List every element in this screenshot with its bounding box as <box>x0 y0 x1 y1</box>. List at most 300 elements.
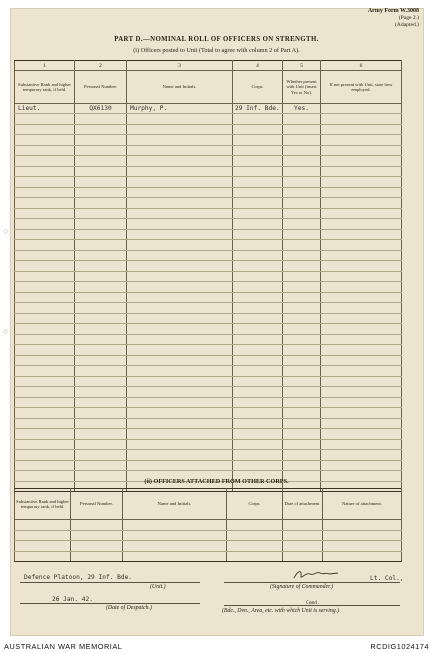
table-cell <box>75 324 127 335</box>
table-cell <box>233 334 283 345</box>
table-row <box>15 250 402 261</box>
table-cell <box>233 387 283 398</box>
table-row <box>15 397 402 408</box>
date-line <box>20 603 200 604</box>
table-cell <box>283 345 321 356</box>
table-cell <box>323 541 402 552</box>
bde-label: (Bde., Dvn., Area, etc. with which Unit is serving.) <box>222 608 340 614</box>
table-cell <box>75 240 127 251</box>
table-cell <box>75 124 127 135</box>
table-cell <box>321 334 402 345</box>
table-row <box>15 282 402 293</box>
table-cell <box>127 219 233 230</box>
table-cell <box>75 177 127 188</box>
table-cell <box>127 145 233 156</box>
table-cell <box>75 145 127 156</box>
signature-mark <box>292 568 340 582</box>
table-cell <box>233 250 283 261</box>
table-cell <box>75 271 127 282</box>
table-cell <box>321 156 402 167</box>
table-cell <box>15 520 71 531</box>
table-row <box>15 324 402 335</box>
table-cell <box>15 261 75 272</box>
table-cell <box>127 313 233 324</box>
table-cell <box>71 541 123 552</box>
table-cell <box>321 135 402 146</box>
form-identifier <box>368 8 419 29</box>
table-cell <box>75 408 127 419</box>
table-cell <box>75 429 127 440</box>
table-cell <box>283 156 321 167</box>
table-cell <box>283 530 323 541</box>
cell-personal-number: QX6130 <box>75 104 127 114</box>
table-row <box>15 187 402 198</box>
date-value: 26 Jan. 42. <box>52 596 93 603</box>
table-cell <box>127 418 233 429</box>
table-cell <box>321 303 402 314</box>
table-cell <box>283 541 323 552</box>
table-cell <box>127 261 233 272</box>
table-row <box>15 104 402 114</box>
table-cell <box>233 418 283 429</box>
table-cell <box>283 124 321 135</box>
table-cell <box>233 366 283 377</box>
table-cell <box>323 530 402 541</box>
table-cell <box>321 261 402 272</box>
form-adapted-note: (Adapted.) <box>394 22 419 28</box>
table-row <box>15 376 402 387</box>
archive-name: AUSTRALIAN WAR MEMORIAL <box>4 642 123 651</box>
table-cell <box>123 530 227 541</box>
header-row <box>15 71 402 104</box>
table-cell <box>233 282 283 293</box>
header-employment: If not present with Unit, state how employed. <box>321 71 402 104</box>
table-cell <box>283 366 321 377</box>
table-cell <box>321 187 402 198</box>
table-cell <box>323 551 402 562</box>
part-title: PART D.—NOMINAL ROLL OF OFFICERS ON STRENGTH. <box>114 36 319 43</box>
header-present: Whether present with Unit (insert Yes or No). <box>283 71 321 104</box>
table-cell <box>15 135 75 146</box>
table-row <box>15 124 402 135</box>
table-cell <box>15 271 75 282</box>
table-cell <box>15 324 75 335</box>
table-row <box>15 366 402 377</box>
bde-line <box>224 605 400 606</box>
table-cell <box>127 429 233 440</box>
table-cell <box>233 261 283 272</box>
table-cell <box>283 313 321 324</box>
table-cell <box>283 397 321 408</box>
table-cell <box>283 418 321 429</box>
header-rank: Substantive Rank and higher temporary rank, if held. <box>15 71 75 104</box>
table-cell <box>321 208 402 219</box>
signature-label: (Signature of Commander.) <box>270 584 334 590</box>
table-cell <box>75 345 127 356</box>
table-cell <box>15 208 75 219</box>
table-cell <box>233 145 283 156</box>
table-cell <box>321 429 402 440</box>
table-cell <box>127 355 233 366</box>
cell-present: Yes. <box>283 104 321 114</box>
table-row <box>15 418 402 429</box>
table-cell <box>75 460 127 471</box>
table-cell <box>283 551 323 562</box>
table-cell <box>283 261 321 272</box>
table-cell <box>233 408 283 419</box>
table-cell <box>233 240 283 251</box>
table-cell <box>321 450 402 461</box>
table-cell <box>283 271 321 282</box>
table-cell <box>233 135 283 146</box>
table-cell <box>15 450 75 461</box>
table-cell <box>127 408 233 419</box>
table-cell <box>127 387 233 398</box>
table-cell <box>283 145 321 156</box>
table-row <box>15 551 402 562</box>
table-cell <box>15 355 75 366</box>
punch-hole <box>4 330 7 333</box>
table-cell <box>233 313 283 324</box>
table-cell <box>321 418 402 429</box>
unit-label: (Unit.) <box>150 584 166 590</box>
table-cell <box>15 124 75 135</box>
table-cell <box>127 114 233 125</box>
table-cell <box>127 366 233 377</box>
table-row <box>15 208 402 219</box>
table-cell <box>227 520 283 531</box>
table-row <box>15 156 402 167</box>
comd-value: Comd. <box>306 601 320 606</box>
table-cell <box>75 418 127 429</box>
table-cell <box>321 397 402 408</box>
table-cell <box>75 439 127 450</box>
table-cell <box>321 439 402 450</box>
table-cell <box>127 439 233 450</box>
table-cell <box>233 450 283 461</box>
table-cell <box>75 292 127 303</box>
table-cell <box>283 324 321 335</box>
table-cell <box>283 135 321 146</box>
table-cell <box>233 166 283 177</box>
table-cell <box>15 145 75 156</box>
table-cell <box>321 282 402 293</box>
table-row <box>15 450 402 461</box>
table-cell <box>283 198 321 209</box>
table-cell <box>75 229 127 240</box>
table-cell <box>283 166 321 177</box>
form-page-number: (Page 2.) <box>398 15 419 21</box>
table-cell <box>75 208 127 219</box>
unit-line <box>20 582 200 583</box>
table-cell <box>283 439 321 450</box>
table-cell <box>127 208 233 219</box>
table-cell <box>75 282 127 293</box>
table-row <box>15 541 402 552</box>
table-cell <box>283 376 321 387</box>
officers-posted-table <box>14 60 402 492</box>
table-cell <box>283 429 321 440</box>
table-row <box>15 240 402 251</box>
table-cell <box>15 439 75 450</box>
table-cell <box>127 229 233 240</box>
header-personal-number: Personal Number. <box>75 71 127 104</box>
table-cell <box>321 376 402 387</box>
table-cell <box>15 366 75 377</box>
table-cell <box>233 345 283 356</box>
table-cell <box>75 250 127 261</box>
table-cell <box>233 429 283 440</box>
table-cell <box>321 345 402 356</box>
header-row <box>15 489 402 520</box>
table-cell <box>127 292 233 303</box>
cell-name: Murphy, P. <box>127 104 233 114</box>
table-cell <box>233 439 283 450</box>
table-cell <box>321 114 402 125</box>
punch-hole <box>4 230 7 233</box>
table-cell <box>283 520 323 531</box>
table-cell <box>127 303 233 314</box>
table-cell <box>127 271 233 282</box>
table-cell <box>233 397 283 408</box>
table-cell <box>233 187 283 198</box>
table-cell <box>127 282 233 293</box>
table-row <box>15 345 402 356</box>
table-row <box>15 261 402 272</box>
table-row <box>15 520 402 531</box>
table-cell <box>283 355 321 366</box>
column-number: 6 <box>321 61 402 71</box>
table-cell <box>233 303 283 314</box>
table-cell <box>75 198 127 209</box>
table-row <box>15 219 402 230</box>
table-cell <box>15 334 75 345</box>
column-number: 3 <box>127 61 233 71</box>
table-row <box>15 355 402 366</box>
header-rank: Substantive Rank and higher temporary rank, if held. <box>15 489 71 520</box>
table-cell <box>15 292 75 303</box>
table-cell <box>227 551 283 562</box>
table-row <box>15 439 402 450</box>
table-cell <box>283 114 321 125</box>
table-cell <box>75 303 127 314</box>
table-cell <box>127 198 233 209</box>
table-cell <box>75 135 127 146</box>
table-cell <box>123 541 227 552</box>
table-cell <box>321 219 402 230</box>
table-row <box>15 177 402 188</box>
table-cell <box>127 460 233 471</box>
table-cell <box>15 397 75 408</box>
header-corps: Corps. <box>227 489 283 520</box>
table-cell <box>75 261 127 272</box>
table-cell <box>283 334 321 345</box>
table-cell <box>75 334 127 345</box>
table-cell <box>321 366 402 377</box>
table-cell <box>233 156 283 167</box>
table-row <box>15 387 402 398</box>
table-cell <box>15 551 71 562</box>
table-cell <box>127 135 233 146</box>
table-cell <box>283 187 321 198</box>
section1-title: (i) Officers posted to Unit (Total to agree with column 2 of Part A). <box>133 47 300 54</box>
form-number: Army Form W.3008 <box>367 8 419 14</box>
table-row <box>15 145 402 156</box>
table-cell <box>283 460 321 471</box>
table-row <box>15 313 402 324</box>
table-row <box>15 271 402 282</box>
table-cell <box>127 324 233 335</box>
table-cell <box>321 177 402 188</box>
table-cell <box>15 166 75 177</box>
table-cell <box>15 282 75 293</box>
table-row <box>15 229 402 240</box>
table-cell <box>233 324 283 335</box>
table-cell <box>123 520 227 531</box>
table-cell <box>283 208 321 219</box>
table-cell <box>15 387 75 398</box>
table-cell <box>283 292 321 303</box>
table-cell <box>283 282 321 293</box>
table-cell <box>15 250 75 261</box>
table-cell <box>71 520 123 531</box>
table-cell <box>75 397 127 408</box>
table-cell <box>233 271 283 282</box>
column-number: 5 <box>283 61 321 71</box>
table-cell <box>283 387 321 398</box>
cell-employment <box>321 104 402 114</box>
table-row <box>15 408 402 419</box>
table-cell <box>75 187 127 198</box>
table-cell <box>233 460 283 471</box>
table-cell <box>283 219 321 230</box>
table-cell <box>15 114 75 125</box>
table-cell <box>227 541 283 552</box>
table-cell <box>321 292 402 303</box>
table-cell <box>321 324 402 335</box>
table-cell <box>321 250 402 261</box>
table-cell <box>321 198 402 209</box>
table-cell <box>75 376 127 387</box>
column-number-row <box>15 61 402 71</box>
date-label: (Date of Despatch.) <box>106 605 152 611</box>
table-row <box>15 198 402 209</box>
empty-rows <box>15 114 402 492</box>
table-cell <box>71 530 123 541</box>
header-nature-attachment: Nature of attachment. <box>323 489 402 520</box>
column-number: 2 <box>75 61 127 71</box>
signature-line <box>224 582 400 583</box>
table-cell <box>283 250 321 261</box>
table-cell <box>15 313 75 324</box>
table-cell <box>321 124 402 135</box>
table-cell <box>15 345 75 356</box>
unit-value: Defence Platoon, 29 Inf. Bde. <box>24 574 133 581</box>
table-cell <box>127 250 233 261</box>
header-corps: Corps. <box>233 71 283 104</box>
header-personal-number: Personal Number. <box>71 489 123 520</box>
table-row <box>15 114 402 125</box>
table-cell <box>321 408 402 419</box>
table-cell <box>283 177 321 188</box>
table-cell <box>233 208 283 219</box>
table-cell <box>283 408 321 419</box>
table-cell <box>233 219 283 230</box>
table-cell <box>75 313 127 324</box>
table-cell <box>75 166 127 177</box>
table-cell <box>15 187 75 198</box>
table-cell <box>15 460 75 471</box>
table-cell <box>75 219 127 230</box>
table-cell <box>15 418 75 429</box>
table-cell <box>283 303 321 314</box>
table-cell <box>321 145 402 156</box>
table-row <box>15 334 402 345</box>
empty-rows <box>15 520 402 562</box>
table-cell <box>321 387 402 398</box>
table-cell <box>75 156 127 167</box>
table-cell <box>283 450 321 461</box>
table-cell <box>15 219 75 230</box>
officers-attached-table <box>14 488 402 562</box>
table-cell <box>127 450 233 461</box>
table-cell <box>233 114 283 125</box>
table-cell <box>283 229 321 240</box>
table-cell <box>15 229 75 240</box>
table-cell <box>233 124 283 135</box>
table-row <box>15 292 402 303</box>
table-row <box>15 166 402 177</box>
table-cell <box>233 355 283 366</box>
table-cell <box>15 530 71 541</box>
table-cell <box>75 450 127 461</box>
table-row <box>15 135 402 146</box>
table-cell <box>283 240 321 251</box>
table-cell <box>321 460 402 471</box>
table-cell <box>75 114 127 125</box>
table-cell <box>127 177 233 188</box>
column-number: 4 <box>233 61 283 71</box>
table-row <box>15 530 402 541</box>
table-cell <box>127 156 233 167</box>
table-cell <box>127 345 233 356</box>
archive-reference: RCDIG1024174 <box>370 642 429 651</box>
table-cell <box>15 408 75 419</box>
table-cell <box>233 177 283 188</box>
header-name: Name and Initials. <box>127 71 233 104</box>
table-cell <box>127 397 233 408</box>
table-cell <box>123 551 227 562</box>
rank-value: Lt. Col., <box>370 575 404 582</box>
table-cell <box>75 387 127 398</box>
table-cell <box>323 520 402 531</box>
header-date-attachment: Date of attachment. <box>283 489 323 520</box>
table-cell <box>75 355 127 366</box>
table-cell <box>127 166 233 177</box>
section2-title: (ii) OFFICERS ATTACHED FROM OTHER CORPS. <box>144 478 289 485</box>
header-name: Name and Initials. <box>123 489 227 520</box>
table-cell <box>127 187 233 198</box>
table-cell <box>233 376 283 387</box>
table-cell <box>127 334 233 345</box>
table-cell <box>233 229 283 240</box>
table-cell <box>15 240 75 251</box>
table-cell <box>321 240 402 251</box>
table-cell <box>127 376 233 387</box>
table-cell <box>127 124 233 135</box>
table-cell <box>75 366 127 377</box>
cell-rank: Lieut. <box>15 104 75 114</box>
